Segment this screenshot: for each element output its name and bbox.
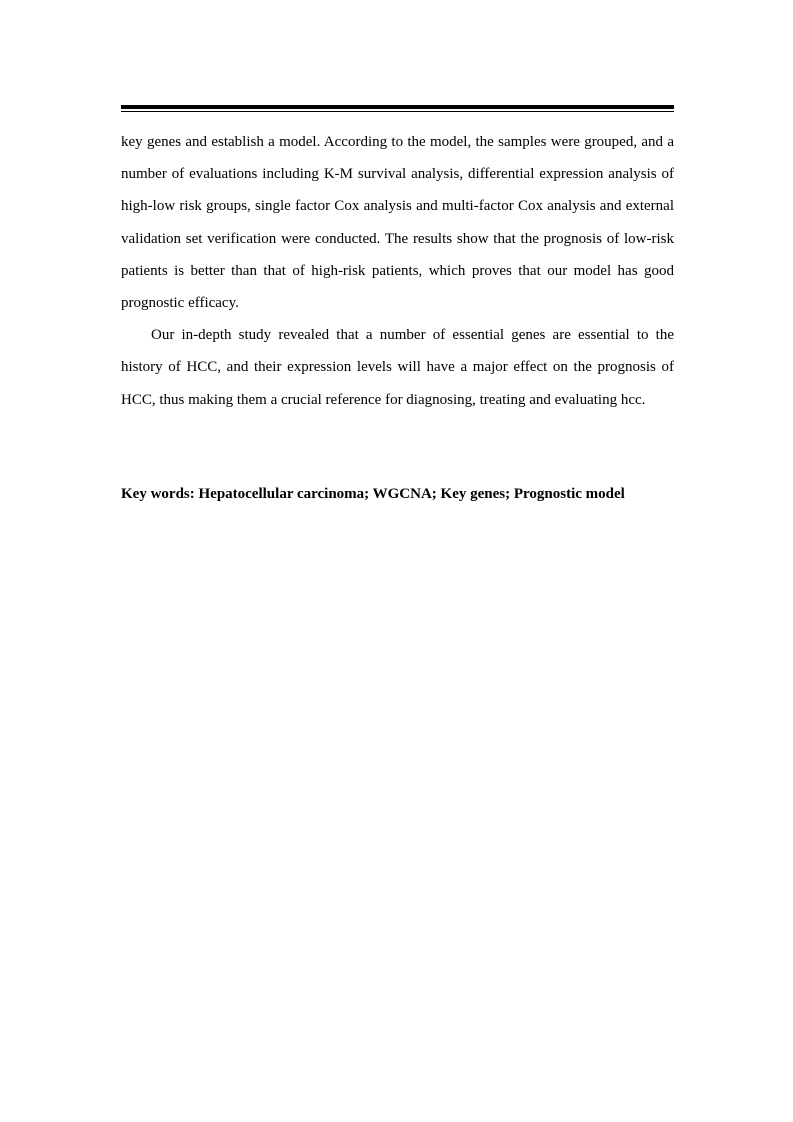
header-rule-thin: [121, 111, 674, 112]
abstract-paragraph-1: key genes and establish a model. According to the model, the samples were grouped, and a number of evaluations including K-M survival analysis, differential expression analysis of high-low risk groups, single factor Cox analysis and multi-factor Cox analysis and external validation set verification were conducted. The results show that the prognosis of low-risk patients is better than that of high-risk patients, which proves that our model has good prognostic efficacy.: [121, 134, 674, 312]
keywords-line: Key words: Hepatocellular carcinoma; WGCNA; Key genes; Prognostic model: [121, 486, 625, 502]
abstract-paragraph-2: Our in-depth study revealed that a number of essential genes are essential to the history of HCC, and their expression levels will have a major effect on the prognosis of HCC, thus making them a crucial reference for diagnosing, treating and evaluating hcc.: [121, 327, 674, 408]
header-rule-thick: [121, 105, 674, 109]
abstract-body: [121, 126, 674, 416]
